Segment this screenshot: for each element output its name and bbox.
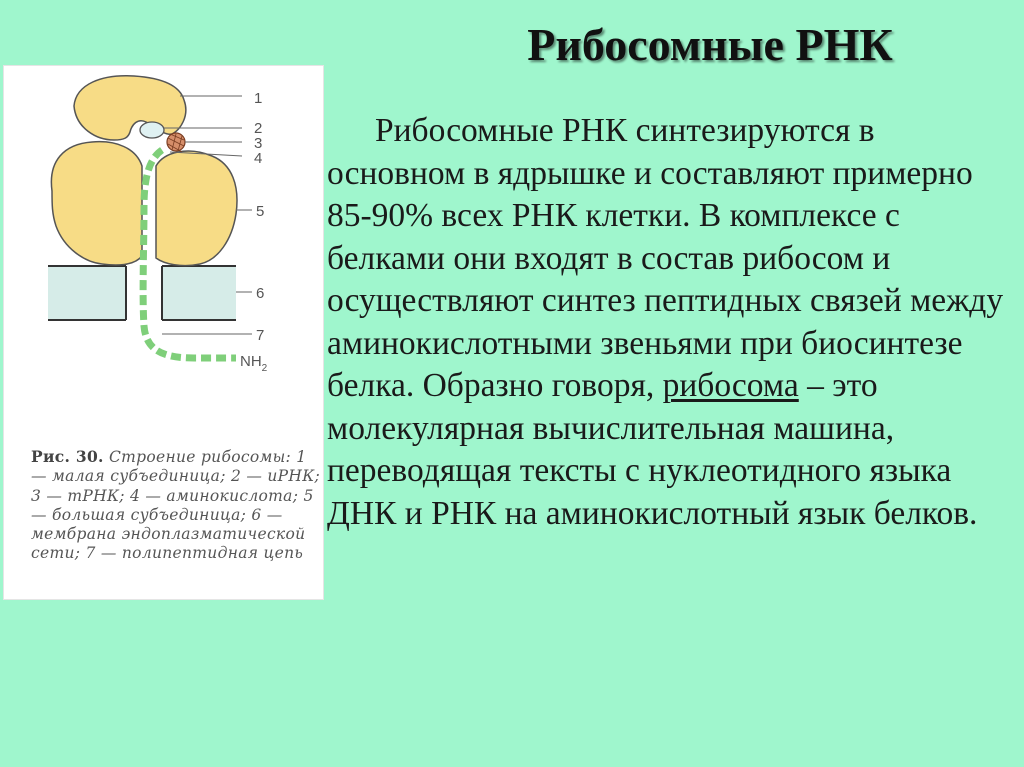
body-paragraph	[327, 110, 1017, 535]
ribosome-figure	[4, 66, 323, 599]
label-3: 3	[254, 135, 263, 152]
slide-title: Рибосомные РНК	[527, 19, 893, 70]
figure-caption	[31, 447, 321, 564]
paragraph-part-1: Рибосомные РНК синтезируются в основном в ядрышке и составляют примерно 85-90% всех РНК клетки. В комплексе с белками они входят в состав рибосом и осуществляют синтез пептидных связей между аминокислотными звеньями при биосинтезе белка. Образно говоря,	[327, 112, 1004, 404]
large-subunit	[51, 142, 237, 266]
label-5: 5	[256, 203, 265, 220]
label-2: 2	[254, 120, 263, 137]
paragraph-part-2: – это молекулярная вычислительная машина, переводящая тексты с нуклеотидного языка ДНК и РНК на аминокислотный язык белков.	[327, 367, 978, 532]
label-1: 1	[254, 90, 263, 107]
ribosome-link[interactable]: рибосома	[662, 367, 799, 404]
mrna	[140, 122, 164, 138]
figure-number: Рис. 30.	[31, 447, 104, 466]
figure-caption-text: Строение рибосомы: 1 — малая субъединица; 2 — иРНК; 3 — тРНК; 4 — аминокислота; 5 — большая субъединица; 6 — мембрана эндоплазматической сети; 7 — полипептидная цепь	[31, 448, 321, 563]
label-4: 4	[254, 150, 263, 167]
ribosome-diagram	[4, 66, 323, 441]
label-7: 7	[256, 327, 265, 344]
small-subunit	[74, 76, 186, 140]
label-nh2: $NH_2$	[240, 353, 268, 374]
label-6: 6	[256, 285, 265, 302]
